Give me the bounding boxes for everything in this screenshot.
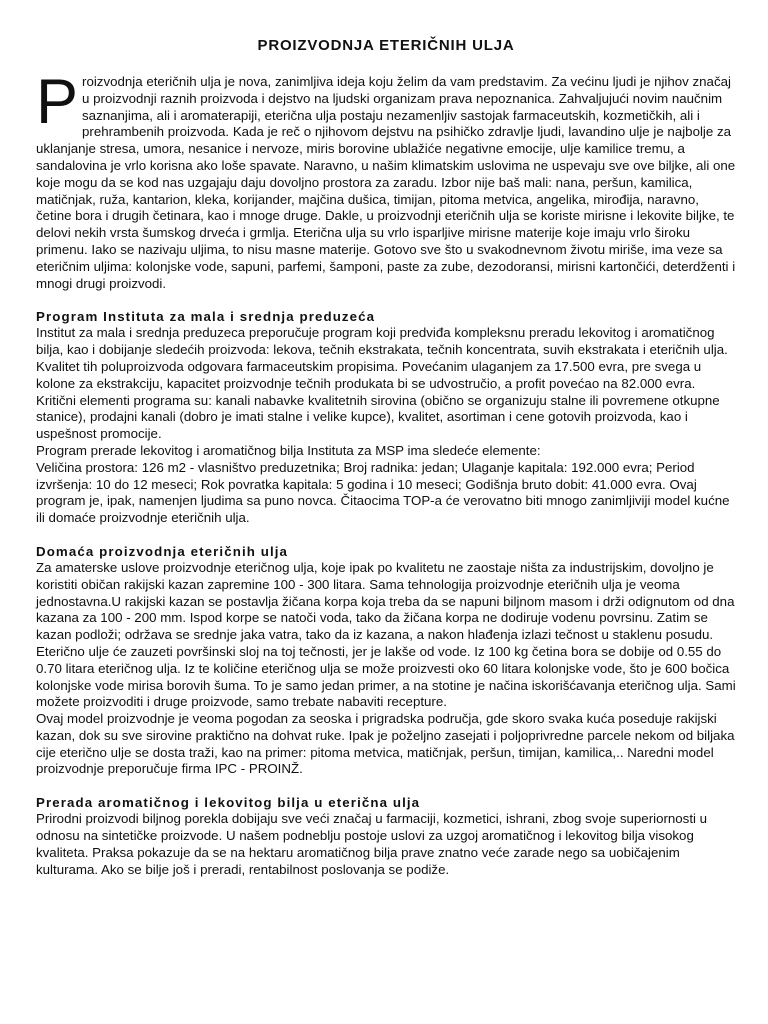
- page-title: PROIZVODNJA ETERIČNIH ULJA: [257, 37, 515, 54]
- section-paragraph: Prirodni proizvodi biljnog porekla dobijaju sve veći značaj u farmaciji, kozmetici, ishrani, zbog svoje superiornosti u odnosu na sintetičke proizvode. U našem podneblju postoje uslovi za uzgoj aromatičnog i lekovitog bilja visokog kvaliteta. Praksa pokazuje da se na hektaru aromatičnog bilja prave znatno veće zarade nego sa uobičajenim kulturama. Ako se bilje još i preradi, rentabilnost poslovanja se podiže.: [36, 811, 708, 877]
- drop-cap: P: [36, 67, 79, 137]
- section-heading: Prerada aromatičnog i lekovitog bilja u eterična ulja: [36, 795, 421, 811]
- section-home-production: [36, 543, 736, 778]
- section-heading: Domaća proizvodnja eteričnih ulja: [36, 543, 289, 559]
- section-paragraph: Program prerade lekovitog i aromatičnog bilja Instituta za MSP ima sledeće elemente:: [36, 442, 541, 458]
- intro-text: roizvodnja eteričnih ulja je nova, zanimljiva ideja koju želim da vam predstavim. Za većinu ljudi je njihov značaj u proizvodnji raznih proizvoda i dejstvo na ljudski organizam prava nepoznanica. Zahvaljujući novim naučnim saznanjima, ali i aromaterapiji, eterična ulja postaju nezamenljiv sastojak farmaceutskih, kozmetičkih, ali i prehrambenih proizvoda. Kada je reč o njihovom dejstvu na psihičko zdravlje ljudi, lavandino ulje je najbolje za uklanjanje stresa, umora, nesanice i nervoze, miris borovine ublažiće negativne emocije, ulje kamilice tremu, a sandalovina je vrlo korisna ako loše spavate. Naravno, u našim klimatskim uslovima ne uspevaju sve ove biljke, ali one koje mogu da se kod nas uzgajaju daju dovoljno prostora za zaradu. Izbor nije baš mali: nana, peršun, kamilica, matičnjak, ruža, kantarion, kleka, korijander, majčina dušica, timijan, pitoma metvica, angelika, mirođija, naravno, četine bora i drugih četinara, kao i mnoge druge. Dakle, u proizvodnji eteričnih ulja se koriste mirisne i lekovite biljke, te delovi nekih vrsta šumskog drveća i grmlja. Eterična ulja su vrlo isparljive mirisne materije koje imaju vrlo široku primenu. Iako se nazivaju uljima, to nisu masne materije. Gotovo sve što u svakodnevnom životu miriše, ima veze sa eteričnim uljima: kolonjske vode, sapuni, parfemi, šamponi, paste za zube, dezodoransi, mirisni kartončići, deterdženti i mnogi drugi proizvodi.: [36, 74, 736, 291]
- section-paragraph: Institut za mala i srednja preduzeca preporučuje program koji predviđa kompleksnu preradu lekovitog i aromatičnog bilja, kao i dobijanje sledećih proizvoda: lekova, tečnih ekstrakata, tečnih koncentrata, suvih ekstrakata i eteričnih ulja. Kvalitet tih poluproizvoda odgovara farmaceutskim propisima. Povećanim ulaganjem za 17.500 evra, pre svega u kolone za ekstrakciju, kapacitet proizvodnje tečnih produkata bi se udvostručio, a profit povećao na 82.000 evra. Kritični elementi programa su: kanali nabavke kvalitetnih sirovina (obično se organizuju stalne ili povremene otkupne stanice), prodajni kanali (dobro je imati stalne i velike kupce), kvalitet, asortiman i cene gotovih proizvoda, kao i uspešnost promocije.: [36, 325, 728, 442]
- section-heading: Program Instituta za mala i srednja preduzeća: [36, 309, 376, 325]
- intro-paragraph: [36, 67, 736, 292]
- section-paragraph: Veličina prostora: 126 m2 - vlasništvo preduzetnika; Broj radnika: jedan; Ulaganje kapitala: 192.000 evra; Period izvršenja: 10 do 12 meseci; Rok povratka kapitala: 5 godina i 10 meseci; Godišnja bruto dobit: 41.000 evra. Ovaj program je, ipak, namenjen ljudima sa puno novca. Čitaocima TOP-a će verovatno biti mnogo zanimljiviji model kućne ili domaće proizvodnje eteričnih ulja.: [36, 459, 730, 526]
- section-paragraph: Za amaterske uslove proizvodnje eteričnog ulja, koje ipak po kvalitetu ne zaostaje ništa za industrijskim, dovoljno je koristiti običan rakijski kazan zapremine 100 - 300 litara. Sama tehnologija proizvodnje eteričnih ulja je veoma jednostavna.U rakijski kazan se postavlja žičana korpa koja treba da se napuni biljnom masom i drži odignutom od dna kazana za 100 - 200 mm. Ispod korpe se natoči voda, tako da žičana korpa ne dodiruje vodenu povrsinu. Zatim se kazan podloži; održava se srednje jaka vatra, tako da iz kazana, a nakon hlađenja izlazi tečnost u staklenu posudu. Eterično ulje će zauzeti površinski sloj na toj tečnosti, jer je lakše od vode. Iz 100 kg četina bora se dobije od 0.55 do 0.70 litara eteričnog ulja. Iz te količine eteričnog ulja se može proizvesti oko 60 litara kolonjske vode, što je 600 bočica kolonjske vode mirisa borovih šuma. To je samo jedan primer, a na stotine je načina iskorišćavanja eteričnog ulja. Sami možete proizvoditi i druge proizvode, samo trebate nabaviti recepture.: [36, 559, 736, 710]
- document-page: [36, 36, 736, 878]
- section-processing: [36, 794, 736, 878]
- section-paragraph: Ovaj model proizvodnje je veoma pogodan za seoska i prigradska područja, gde skoro svaka kuća poseduje rakijski kazan, dok su sve sirovine praktično na dohvat ruke. Ipak je poželjno zasejati i poljoprivredne parcele nekom od biljaka cije eterično ulje se dosta traži, kao na primer: pitoma metvica, matičnjak, peršun, timijan, kamilica,.. Naredni model proizvodnje preporučuje firma IPC - PROINŽ.: [36, 711, 735, 777]
- section-msp-program: [36, 308, 736, 527]
